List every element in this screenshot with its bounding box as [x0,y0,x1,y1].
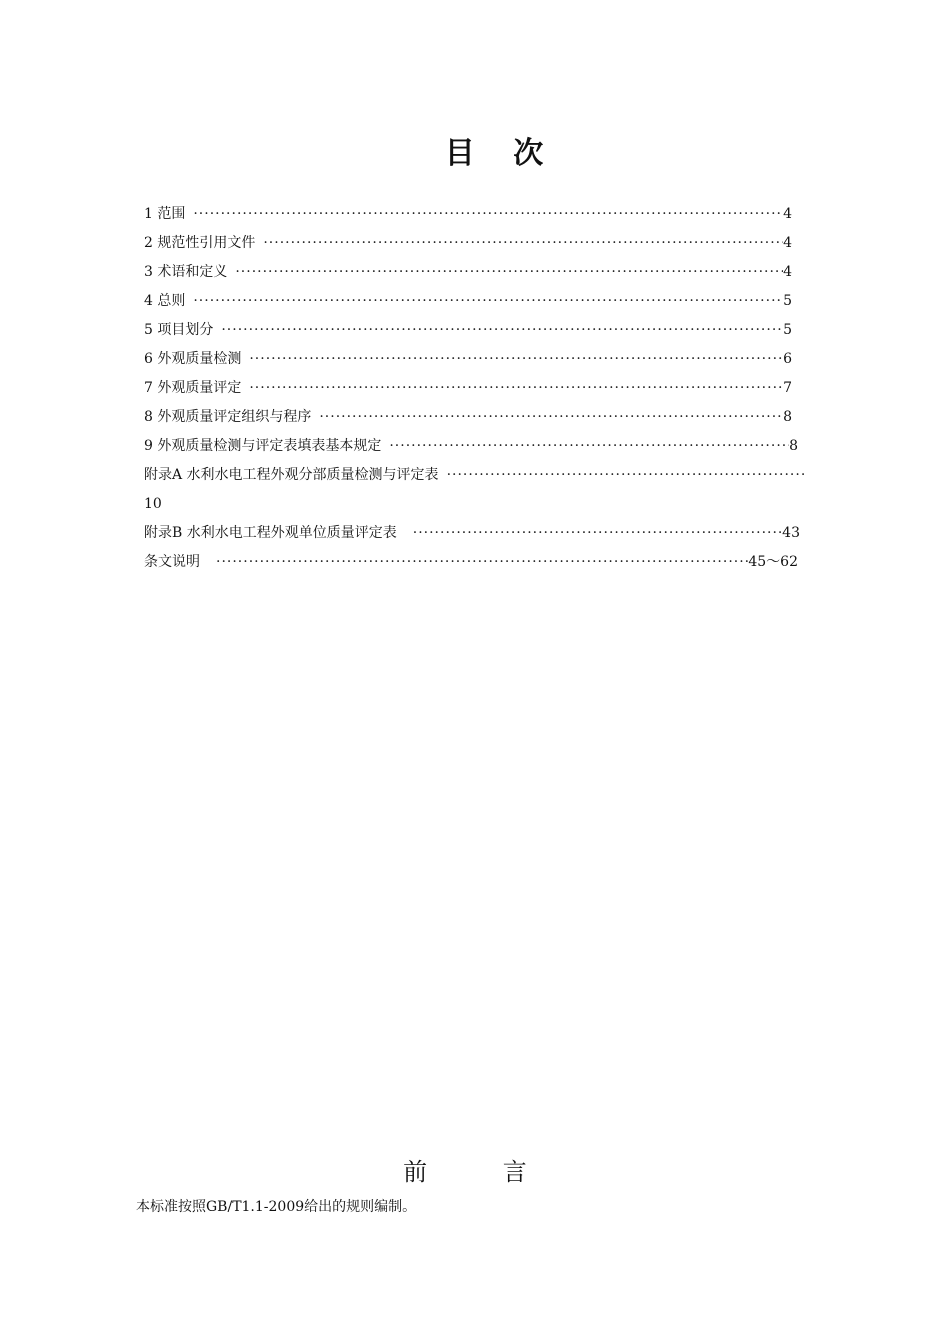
toc-entry-page: 43 [782,525,800,541]
toc-entry-page: 6 [783,351,792,367]
toc-leader-dots [216,548,748,577]
toc-entry-label: 9 外观质量检测与评定表填表基本规定 [144,438,382,454]
toc-entry-continuation[interactable] [144,490,804,519]
toc-leader-dots [413,519,782,548]
toc-leader-dots [447,461,804,490]
toc-leader-dots [249,374,783,403]
toc-entry-page: 10 [144,496,162,512]
toc-leader-dots [389,432,789,461]
toc-entry-label: 2 规范性引用文件 [144,235,256,251]
toc-entry-page: 8 [783,409,792,425]
toc-entry-label: 3 术语和定义 [144,264,228,280]
toc-entry-page: 45～62 [748,554,798,570]
foreword-text: 本标准按照GB/T1.1-2009给出的规则编制。 [136,1199,417,1215]
toc-entry-label: 条文说明 [144,554,200,570]
toc-entry-label: 附录A 水利水电工程外观分部质量检测与评定表 [144,467,439,483]
toc-entry-page: 4 [783,264,792,280]
toc-leader-dots [235,258,783,287]
toc-entry-label: 7 外观质量评定 [144,380,242,396]
toc-entry[interactable] [144,345,804,374]
toc-entry[interactable] [144,258,804,287]
toc-list [144,200,804,577]
toc-entry-label: 5 项目划分 [144,322,214,338]
toc-entry[interactable] [144,287,804,316]
toc-leader-dots [263,229,783,258]
toc-entry[interactable] [144,403,804,432]
toc-entry-label: 1 范围 [144,206,186,222]
toc-leader-dots [319,403,783,432]
toc-entry-label: 附录B 水利水电工程外观单位质量评定表 [144,525,397,541]
toc-leader-dots [193,200,783,229]
toc-entry-page: 4 [783,206,792,222]
toc-entry[interactable] [144,229,804,258]
toc-entry-page: 8 [789,438,798,454]
toc-leader-dots [221,316,783,345]
toc-entry-label: 4 总则 [144,293,186,309]
foreword-title: 前 言 [403,1158,561,1186]
toc-entry-page: 5 [783,322,792,338]
toc-entry-page: 4 [783,235,792,251]
toc-entry-label: 6 外观质量检测 [144,351,242,367]
toc-leader-dots [249,345,783,374]
toc-entry[interactable] [144,519,804,548]
toc-entry[interactable] [144,200,804,229]
toc-entry[interactable] [144,548,804,577]
toc-entry[interactable] [144,316,804,345]
toc-entry[interactable] [144,374,804,403]
toc-title: 目 次 [444,136,558,171]
toc-entry-label: 8 外观质量评定组织与程序 [144,409,312,425]
toc-entry[interactable] [144,432,804,461]
toc-entry[interactable] [144,461,804,490]
toc-entry-page: 5 [783,293,792,309]
toc-entry-page: 7 [783,380,792,396]
toc-leader-dots [193,287,783,316]
